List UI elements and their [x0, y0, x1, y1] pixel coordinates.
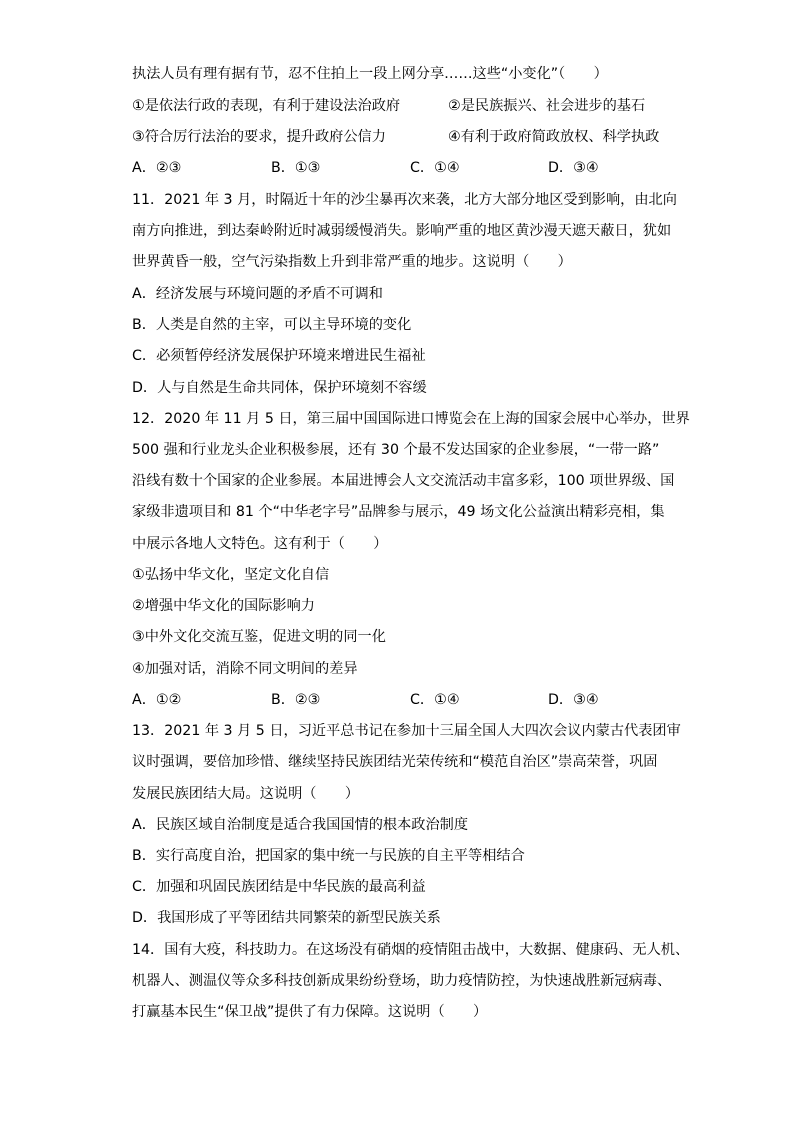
q12-stem-line-3: 沿线有数十个国家的企业参展。本届进博会人文交流活动丰富多彩，100 项世界级、国 — [132, 473, 675, 489]
q11-stem-line-2: 南方向推进，到达秦岭附近时减弱缓慢消失。影响严重的地区黄沙漫天遮天蔽日，犹如 — [132, 223, 672, 239]
q14-stem-line-2: 机器人、测温仪等众多科技创新成果纷纷登场，助力疫情防控，为快速战胜新冠病毒、 — [132, 973, 672, 989]
q12-stem-line-5: 中展示各地人文特色。这有利于（ ） — [132, 536, 388, 552]
q12-option-a[interactable]: A．①② — [132, 692, 182, 708]
q13-option-d[interactable]: D．我国形成了平等团结共同繁荣的新型民族关系 — [132, 910, 441, 926]
q12-stem-line-2: 500 强和行业龙头企业积极参展，还有 30 个最不发达国家的企业参展，“一带一路” — [132, 442, 660, 458]
q11-option-d[interactable]: D．人与自然是生命共同体，保护环境刻不容缓 — [132, 380, 427, 396]
q10-item-2: ②是民族振兴、社会进步的基石 — [448, 98, 646, 114]
q11-stem-line-3: 世界黄昏一般，空气污染指数上升到非常严重的地步。这说明（ ） — [132, 254, 572, 270]
q12-item-3: ③中外文化交流互鉴，促进文明的同一化 — [132, 629, 386, 645]
q13-option-a[interactable]: A．民族区域自治制度是适合我国国情的根本政治制度 — [132, 817, 469, 833]
q12-item-2: ②增强中华文化的国际影响力 — [132, 598, 315, 614]
q14-stem-line-1: 14．国有大疫，科技助力。在这场没有硝烟的疫情阻击战中，大数据、健康码、无人机、 — [132, 942, 690, 958]
q12-stem-line-4: 家级非遗项目和 81 个“中华老字号”品牌参与展示，49 场文化公益演出精彩亮相，集 — [132, 504, 665, 520]
q11-stem-line-1: 11．2021 年 3 月，时隔近十年的沙尘暴再次来袭，北方大部分地区受到影响，由北向 — [132, 192, 677, 208]
q12-option-b[interactable]: B．②③ — [271, 692, 321, 708]
q11-option-c[interactable]: C．必须暂停经济发展保护环境来增进民生福祉 — [132, 348, 426, 364]
q10-item-3: ③符合厉行法治的要求，提升政府公信力 — [132, 129, 386, 145]
q10-option-c[interactable]: C．①④ — [410, 160, 460, 176]
q12-item-4: ④加强对话，消除不同文明间的差异 — [132, 661, 358, 677]
q11-option-a[interactable]: A．经济发展与环境问题的矛盾不可调和 — [132, 286, 383, 302]
q13-stem-line-1: 13．2021 年 3 月 5 日，习近平总书记在参加十三届全国人大四次会议内蒙古代表团审 — [132, 723, 681, 739]
q12-stem-line-1: 12．2020 年 11 月 5 日，第三届中国国际进口博览会在上海的国家会展中心举办，世界 — [132, 411, 690, 427]
q13-option-c[interactable]: C．加强和巩固民族团结是中华民族的最高利益 — [132, 879, 426, 895]
q12-option-d[interactable]: D．③④ — [548, 692, 599, 708]
q10-option-b[interactable]: B．①③ — [271, 160, 321, 176]
q13-stem-line-3: 发展民族团结大局。这说明（ ） — [132, 786, 360, 802]
q10-stem: 执法人员有理有据有节，忍不住拍上一段上网分享……这些“小变化”（ ） — [132, 66, 608, 82]
q10-item-1: ①是依法行政的表现，有利于建设法治政府 — [132, 98, 401, 114]
q13-stem-line-2: 议时强调，要倍加珍惜、继续坚持民族团结光荣传统和“模范自治区”崇高荣誉，巩固 — [132, 754, 658, 770]
q14-stem-line-3: 打赢基本民生“保卫战”提供了有力保障。这说明（ ） — [132, 1004, 488, 1020]
q13-option-b[interactable]: B．实行高度自治，把国家的集中统一与民族的自主平等相结合 — [132, 848, 525, 864]
q12-item-1: ①弘扬中华文化，坚定文化自信 — [132, 567, 330, 583]
q12-option-c[interactable]: C．①④ — [410, 692, 460, 708]
q10-item-4: ④有利于政府简政放权、科学执政 — [448, 129, 660, 145]
q10-option-a[interactable]: A．②③ — [132, 160, 182, 176]
q10-option-d[interactable]: D．③④ — [548, 160, 599, 176]
q11-option-b[interactable]: B．人类是自然的主宰，可以主导环境的变化 — [132, 317, 412, 333]
